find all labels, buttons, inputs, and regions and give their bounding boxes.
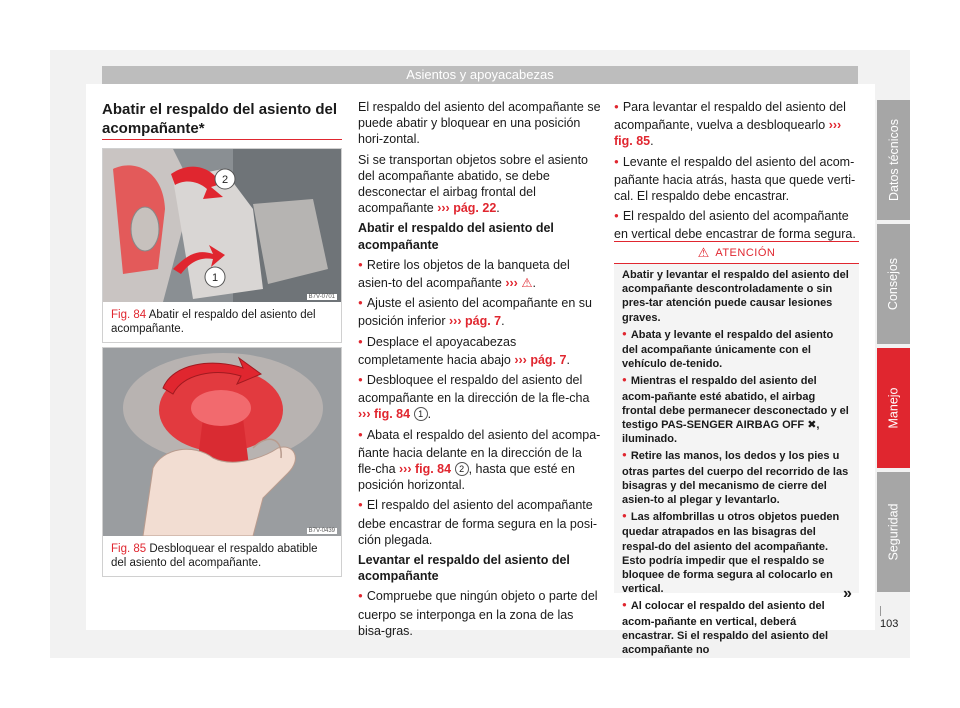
list-item: [622, 328, 851, 372]
figure-label: Fig. 84: [111, 309, 147, 321]
list-item: [622, 599, 851, 657]
seat-fold-illustration: [103, 149, 341, 302]
figure-label: Fig. 85: [111, 543, 147, 555]
column-3: [614, 99, 859, 247]
figure-link[interactable]: ››› fig. 84: [399, 462, 452, 477]
text: Si se transportan objetos sobre el asiento del acompañante abatido, se debe desconectar el airbag frontal del acompañante: [358, 152, 588, 216]
list-item: [614, 154, 859, 205]
column-2: [358, 99, 602, 643]
tab-label: Consejos: [886, 257, 901, 311]
page-link[interactable]: ››› pág. 7: [514, 352, 567, 367]
list-item: [358, 257, 602, 291]
text: .: [427, 407, 432, 422]
list-item: [358, 497, 602, 548]
warning-link[interactable]: ›››: [505, 276, 518, 291]
figure-link[interactable]: ››› fig. 85: [614, 118, 842, 149]
tab-manejo[interactable]: [877, 348, 910, 468]
warning-triangle-icon: ⚠: [521, 276, 533, 291]
airbag-off-icon: ✖: [807, 419, 817, 432]
list-item: [358, 295, 602, 329]
tab-consejos[interactable]: [877, 224, 910, 344]
warning-body: [614, 264, 859, 664]
text: .: [566, 352, 570, 367]
paragraph: El respaldo del asiento del acompañante se puede abatir y bloquear en una posición hori-zontal.: [358, 100, 601, 147]
page-link[interactable]: ››› pág. 22: [437, 201, 497, 216]
text: Ajuste el asiento del acompañante en su posición inferior: [358, 296, 592, 329]
caption-text: Abatir el respaldo del asiento del acompañante.: [111, 309, 316, 335]
text: Abata el respaldo del asiento del acompa-ñante hacia delante en la dirección de la fle-cha: [358, 427, 601, 477]
paragraph: [358, 152, 602, 217]
text: Compruebe que ningún objeto o parte del cuerpo se interponga en la zona de las bisa-gras.: [358, 589, 598, 638]
text: Levante el respaldo del asiento del acom-pañante hacia atrás, hasta que quede verti-cal. El respaldo debe encastrar.: [614, 154, 856, 204]
column-1: [102, 100, 342, 138]
section-header: Asientos y apoyacabezas: [102, 66, 858, 84]
page-link[interactable]: ››› pág. 7: [449, 314, 502, 329]
text: El respaldo del asiento del acompañante debe encastrar de forma segura en la posi-ción plegada.: [358, 498, 598, 547]
list-item: [614, 208, 859, 242]
list-item: [358, 427, 602, 494]
warning-box: [614, 241, 859, 657]
seat-unlock-illustration: [103, 348, 341, 536]
list-item: [622, 449, 851, 507]
figure-85: [102, 347, 342, 577]
caption-text: Desbloquear el respaldo abatible del asiento del acompañante.: [111, 543, 318, 569]
figure-code: B7V-0439: [308, 528, 335, 534]
tab-datos-tecnicos[interactable]: [877, 100, 910, 220]
title-underline: [102, 139, 342, 140]
text: Las alfombrillas u otros objetos pueden quedar atrapados en las bisagras del respal-do del asiento del acompañante. Esto podría impedir que el respaldo se bloquee de forma segura al colocarlo en vertical.: [622, 511, 840, 596]
text: , iluminado.: [622, 419, 820, 446]
text: Para levantar el respaldo del asiento del acompañante, vuelva a desbloquearlo: [614, 100, 846, 133]
subheading: Abatir el respaldo del asiento del acompañante: [358, 221, 554, 252]
subheading: Levantar el respaldo del asiento del acompañante: [358, 553, 570, 584]
figure-link[interactable]: ››› fig. 84: [358, 407, 411, 422]
list-item: [358, 334, 602, 368]
text: Desbloquee el respaldo del asiento del acompañante en la dirección de la fle-cha: [358, 373, 590, 406]
tab-label: Datos técnicos: [886, 119, 901, 201]
page-number-divider: [880, 606, 881, 616]
list-item: [358, 372, 602, 423]
text: .: [532, 276, 537, 291]
figure-code: B7V-0701: [308, 294, 335, 300]
marker-2: 2: [221, 174, 229, 186]
page-number: 103: [880, 618, 899, 630]
tab-label: Seguridad: [886, 503, 901, 561]
figure-84: [102, 148, 342, 343]
marker-1: 1: [211, 272, 219, 284]
tab-seguridad[interactable]: [877, 472, 910, 592]
text: .: [501, 314, 505, 329]
list-item: [622, 374, 851, 446]
text: Mientras el respaldo del asiento del acom-pañante esté abatido, el airbag frontal debe permanecer desconectado y el testigo PAS-SENGER AIRBAG OFF: [622, 375, 849, 432]
text: Abata y levante el respaldo del asiento del acompañante únicamente con el vehículo de-tenido.: [622, 328, 834, 371]
text: Desplace el apoyacabezas completamente hacia abajo: [358, 334, 517, 367]
text: .: [496, 201, 500, 216]
text: Al colocar el respaldo del asiento del acom-pañante en vertical, deberá encastrar. Si el respaldo del asiento del acompañante no: [622, 600, 829, 657]
warning-header: [614, 242, 859, 264]
figure-85-caption: [103, 536, 341, 576]
warning-heading: ATENCIÓN: [715, 246, 776, 259]
text: Retire los objetos de la banqueta del asien-to del acompañante: [358, 257, 570, 291]
page-title: Abatir el respaldo del asiento del acompañante*: [102, 101, 338, 137]
text: Retire las manos, los dedos y los pies u otras partes del cuerpo del recorrido de las bisagras y del mecanismo de cierre del asien-to al plegar y levantarlo.: [622, 450, 849, 507]
tab-label: Manejo: [886, 387, 901, 429]
list-item: [614, 99, 859, 150]
list-item: [622, 510, 851, 596]
warning-intro: Abatir y levantar el respaldo del asiento del acompañante descontroladamente o sin pres-tar atención puede causar lesiones graves.: [622, 269, 849, 324]
figure-85-image: [103, 348, 341, 536]
list-item: [358, 588, 602, 639]
text: El respaldo del asiento del acompañante en vertical debe encastrar de forma segura.: [614, 209, 856, 242]
callout-number: 1: [414, 407, 428, 421]
text: , hasta que esté en posición horizontal.: [358, 462, 575, 493]
text: .: [650, 134, 654, 149]
figure-84-image: [103, 149, 341, 302]
figure-84-caption: [103, 302, 341, 342]
callout-number: 2: [455, 462, 469, 476]
warning-triangle-icon: ⚠: [697, 244, 710, 260]
continue-arrow-icon: »: [843, 585, 852, 602]
